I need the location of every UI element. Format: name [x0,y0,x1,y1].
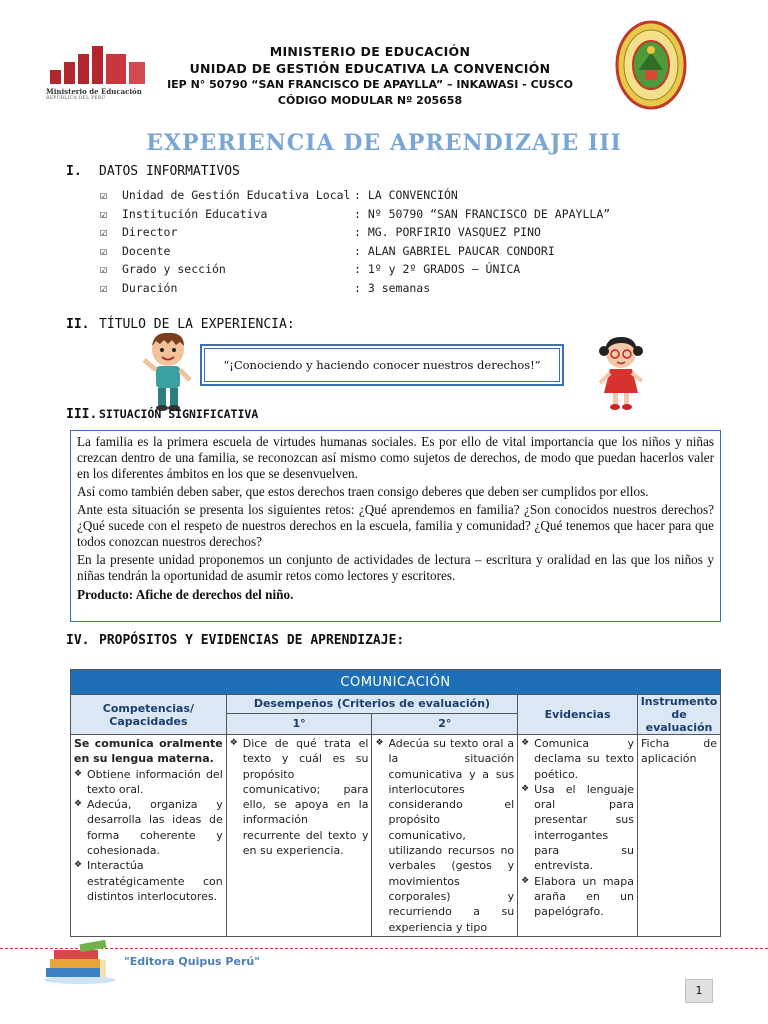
situation-paragraph: La familia es la primera escuela de virtudes humanas sociales. Es por ello de vital importancia que los niños y niñas crezcan dentro de una familia, se reconozcan así mismo como sujetos de derechos, de modo que puedan hacerlos valer en los diferentes ámbitos en los que se desenvuelven. [77,434,714,481]
header-desempenos: Desempeños (Criterios de evaluación) [226,695,517,714]
list-item: ❖ Comunica y declama su texto poético. [521,736,634,782]
ministry-logo [46,44,146,106]
section-title: SITUACIÓN SIGNIFICATIVA [99,407,259,421]
section-title: TÍTULO DE LA EXPERIENCIA: [99,317,295,332]
header-evidencias: Evidencias [518,695,638,735]
experience-title-box [200,344,564,386]
list-item: ❖ Elabora un mapa araña en un papelógrafo. [521,874,634,920]
list-item: ❖ Dice de qué trata el texto y cuál es su propósito comunicativo; para ello, se apoya en la información recurrente del texto y en su experiencia. [230,736,369,858]
table-caption: COMUNICACIÓN [71,670,721,695]
list-item: ❖ Adecúa, organiza y desarrolla las ideas de forma coherente y cohesionada. [74,797,223,858]
header-grade-1: 1° [226,713,372,734]
section-number: II. [66,317,90,332]
checkbox-icon: ☑ [100,243,108,258]
list-item: ❖ Adecúa su texto oral a la situación comunicativa y a sus interlocutores considerando el propósito comunicativo, utilizando recursos no verbales (gestos y movimientos corporales) y recurriendo a su experiencia y tipo [375,736,514,935]
school-seal-icon [615,20,687,110]
checkbox-icon: ☑ [100,206,108,221]
competencia-title: Se comunica oralmente en su lengua materna. [74,737,223,766]
info-row [100,279,610,298]
editor-name: "Editora Quipus Perú" [124,955,260,968]
competencies-table [70,669,721,937]
section-title: PROPÓSITOS Y EVIDENCIAS DE APRENDIZAJE: [99,633,405,648]
info-value: : LA CONVENCIÓN [354,188,458,203]
info-label: Duración [122,280,178,295]
page-number: 1 [685,979,713,1003]
cell-evidencias [518,735,638,937]
info-row [100,186,610,205]
list-item: ❖ Obtiene información del texto oral. [74,767,223,798]
capacidades-list [74,767,223,905]
info-label: Grado y sección [122,262,226,277]
list-item: ❖ Interactúa estratégicamente con distintos interlocutores. [74,858,223,904]
logo-ministry-name: Ministerio de Educación [46,87,142,96]
cell-competencia [71,735,227,937]
books-icon [40,940,120,984]
info-value: : 1º y 2º GRADOS – ÚNICA [354,262,521,277]
section-number: III. [66,407,98,422]
main-title: EXPERIENCIA DE APRENDIZAJE III [146,130,622,156]
info-row [100,223,610,242]
situation-paragraph: En la presente unidad proponemos un conjunto de actividades de lectura – escritura y oralidad en las que los niños y niñas tendrán la oportunidad de asumir retos como lectores y escritores. [77,552,714,584]
info-label: Unidad de Gestión Educativa Local [122,188,351,203]
checkbox-icon: ☑ [100,225,108,240]
info-label: Director [122,225,178,240]
header-grade-2: 2° [372,713,518,734]
experience-title: “¡Conociendo y haciendo conocer nuestros derechos!” [204,348,560,382]
section-propositos [66,633,404,648]
logo-republic: REPÚBLICA DEL PERÚ [46,96,106,101]
info-row [100,260,610,279]
list-item: ❖ Usa el lenguaje oral para presentar sus interrogantes para su entrevista. [521,782,634,874]
checkbox-icon: ☑ [100,280,108,295]
header-instrumento: Instrumento de evaluación [638,695,721,735]
header-ugel: UNIDAD DE GESTIÓN EDUCATIVA LA CONVENCIÓN [189,61,551,76]
situation-product: Producto: Afiche de derechos del niño. [77,586,294,602]
boy-cartoon-icon [140,330,196,412]
situation-box [70,430,721,622]
cell-instrumento: Ficha de aplicación [638,735,721,937]
section-title: DATOS INFORMATIVOS [99,164,240,179]
section-number: IV. [66,633,90,648]
header-code: CÓDIGO MODULAR Nº 205658 [277,94,463,107]
checkbox-icon: ☑ [100,188,108,203]
logo-bars-icon [46,44,146,84]
header-competencias: Competencias/ Capacidades [71,695,227,735]
header-ministry: MINISTERIO DE EDUCACIÓN [269,44,471,59]
girl-cartoon-icon [596,333,646,411]
info-value: : 3 semanas [354,280,431,295]
section-datos-informativos [66,164,240,179]
info-value: : Nº 50790 “SAN FRANCISCO DE APAYLLA” [354,206,611,221]
section-number: I. [66,164,82,179]
info-value: : ALAN GABRIEL PAUCAR CONDORI [354,243,555,258]
info-value: : MG. PORFIRIO VASQUEZ PINO [354,225,541,240]
info-row [100,205,610,224]
info-label: Institución Educativa [122,206,268,221]
section-situacion [66,407,258,422]
cell-grade-1 [226,735,372,937]
situation-paragraph: Así como también deben saber, que estos derechos traen consigo deberes que deben ser cumplidos por ellos. [77,483,649,499]
info-row [100,242,610,261]
document-header [150,43,590,109]
info-label: Docente [122,243,171,258]
info-list [100,186,610,297]
header-school: IEP N° 50790 “SAN FRANCISCO DE APAYLLA” – INKAWASI - CUSCO [167,78,573,91]
situation-paragraph: Ante esta situación se presenta los siguientes retos: ¿Qué aprendemos en familia? ¿Son conocidos nuestros derechos? ¿Qué sucede con el respeto de nuestros derechos en la escuela, familia y comunidad? ¿Qué tenemos que hacer para que todos conozcan nuestros derechos? [77,502,714,549]
cell-grade-2 [372,735,518,937]
checkbox-icon: ☑ [100,262,108,277]
